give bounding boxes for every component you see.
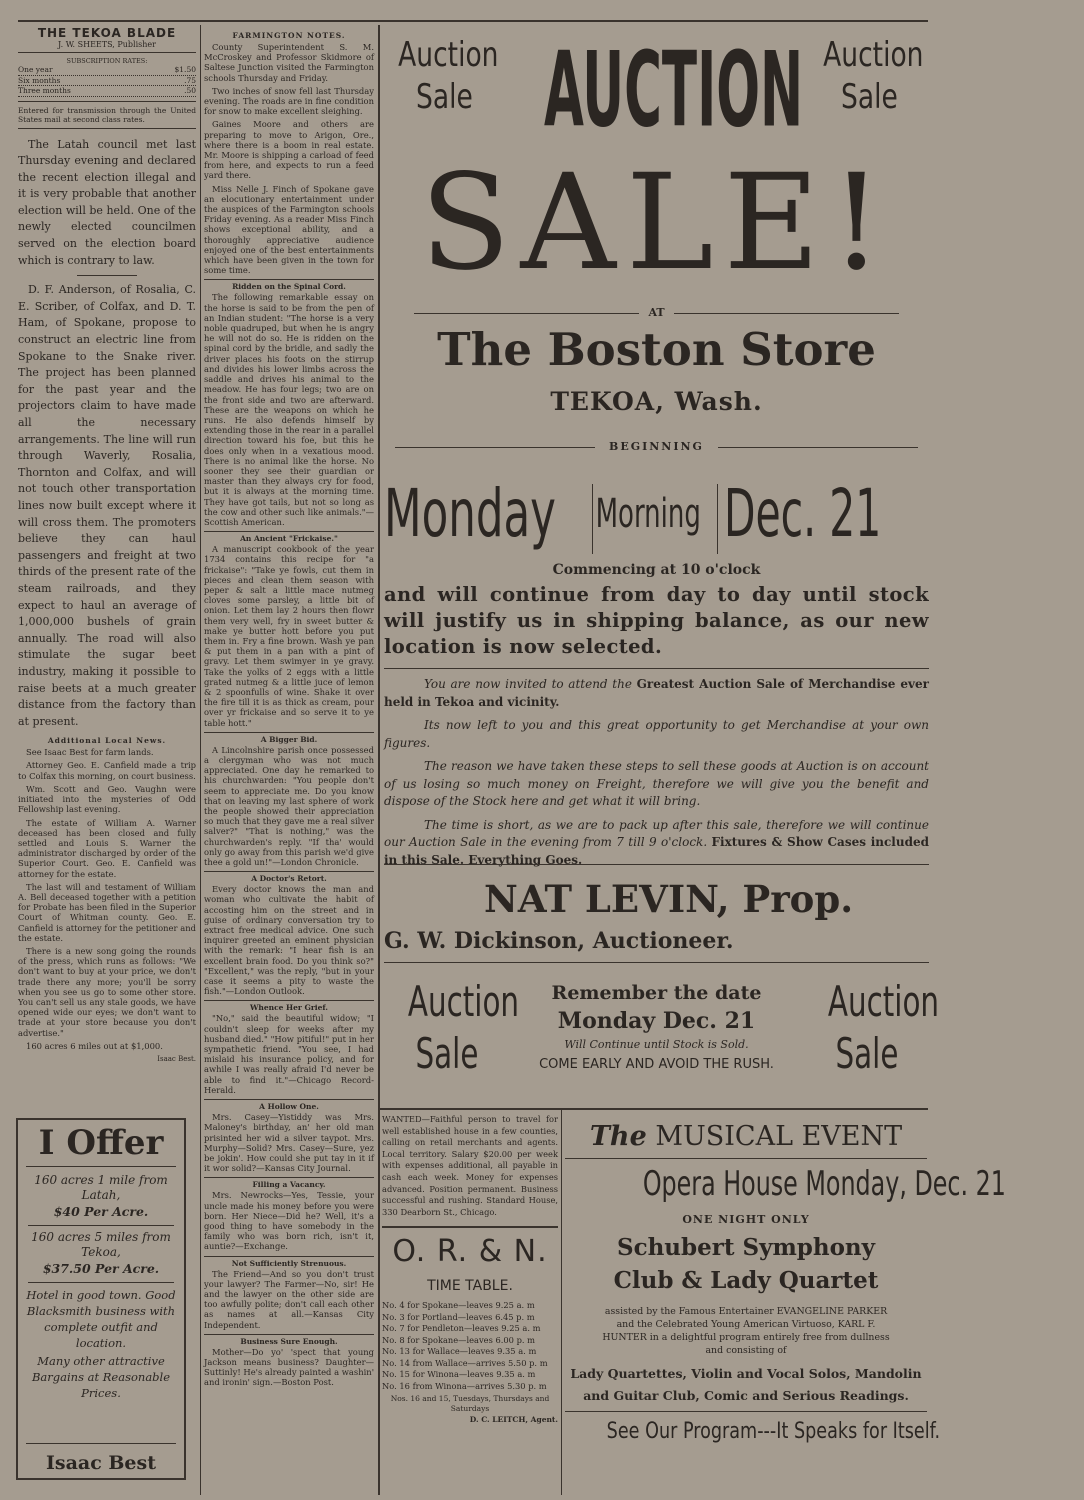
- news-item: 160 acres 6 miles out at $1,000.: [26, 1040, 163, 1051]
- auction-ad: [384, 24, 940, 1114]
- timetable-row: No. 7 for Pendleton—leaves 9.25 a. m: [382, 1323, 541, 1334]
- story-heading: Business Sure Enough.: [204, 1334, 374, 1346]
- bottom-right-line2: Sale: [835, 1029, 898, 1078]
- rate-term: Three months: [18, 86, 71, 95]
- offer-land-1: 160 acres 1 mile from Latah,: [34, 1173, 168, 1202]
- column-rule: [561, 1110, 562, 1495]
- timetable-row: No. 4 for Spokane—leaves 9.25 a. m: [382, 1300, 535, 1311]
- see-program: See Our Program---It Speaks for Itself.: [606, 1419, 941, 1444]
- timetable-rows: [382, 1300, 558, 1392]
- side-right-line2: Sale: [840, 77, 898, 117]
- divider: [382, 1226, 558, 1228]
- divider: [384, 864, 929, 865]
- story-heading: A Bigger Bid.: [204, 732, 374, 744]
- orn-title: O. R. & N.: [392, 1234, 548, 1270]
- inv2: Its now left to you and this great opportunity to get Merchandise at your own figures.: [384, 718, 929, 750]
- middle-column: [204, 28, 374, 1496]
- story-text: "No," said the beautiful widow; "I couldn't sleep for weeks after my husband died." "How pitiful!" put in her sympathetic friend. "You see, I had mislaid his insurance policy, and for awhile I was really afraid I'd never be able to find it."—Chicago Record-Herald.: [204, 1013, 374, 1095]
- story-heading: Not Sufficiently Strenuous.: [204, 1256, 374, 1268]
- proprietor: NAT LEVIN, Prop.: [484, 877, 854, 921]
- timetable-row: No. 3 for Portland—leaves 6.45 p. m: [382, 1311, 535, 1322]
- musical-event-label: MUSICAL EVENT: [655, 1121, 903, 1152]
- news-item: The last will and testament of William A. Bell deceased together with a petition for Probate has been filed in the Superior Court of Whitman county. Geo. E. Canfield is attorney for the petitioner and the estate.: [18, 881, 196, 943]
- orn-subtitle: TIME TABLE.: [427, 1278, 513, 1295]
- program-list: Lady Quartettes, Violin and Vocal Solos, Mandolin and Guitar Club, Comic and Serious Readings.: [570, 1366, 922, 1403]
- divider: [28, 1225, 174, 1226]
- remember-block: [509, 980, 804, 1076]
- column-rule: [200, 25, 201, 1495]
- top-rule: [18, 20, 928, 22]
- story-text: Mother—Do yo' 'spect that young Jackson means business? Daughter—Suttinly! He's already painted a washin' and ironin' sign.—Boston Post.: [204, 1346, 374, 1388]
- farmington-note: Two inches of snow fell last Thursday evening. The roads are in fine condition for snow to make excellent sleighing.: [204, 85, 374, 117]
- sale-headline: SALE!: [420, 146, 893, 300]
- local-news-list: [18, 747, 196, 1051]
- date-wrap: [724, 472, 929, 562]
- offer-bargains: Many other attractive Bargains at Reasonable Prices.: [31, 1354, 171, 1400]
- timetable-note: Nos. 16 and 15, Tuesdays, Thursdays and Saturdays: [390, 1394, 550, 1413]
- timetable-row: No. 8 for Spokane—leaves 6.00 p. m: [382, 1334, 536, 1345]
- offer-hotel: Hotel in good town. Good Blacksmith business with complete outfit and location.: [26, 1288, 176, 1350]
- auction-headline: AUCTION: [544, 30, 804, 151]
- story-heading: Ridden on the Spinal Cord.: [204, 279, 374, 291]
- short-stories: [204, 279, 374, 1387]
- story-text: Every doctor knows the man and woman who cultivate the habit of accosting him on the street and in guise of ordinary conversation try to extract free medical advice. One such inquirer greeted an eminent physician with the remark: "I hear fish is an excellent brain food. Do you think so?" "Excellent," was the reply, "but in your case it seems a pity to waste the fish."—London Outlook.: [204, 884, 374, 997]
- bottom-side-left: [384, 976, 520, 1080]
- story-heading: A Hollow One.: [204, 1099, 374, 1111]
- story-text: Mrs. Casey—Yistiddy was Mrs. Maloney's birthday, an' her old man prisinted her wid a silver taypot. Mrs. Murphy—Solid? Mrs. Casey—Sure, yez be jokin'. How could she put tay in it if it wor solid?—Kansas City Journal.: [204, 1112, 374, 1174]
- musical-the: The: [589, 1121, 647, 1152]
- story-text: The following remarkable essay on the horse is said to be from the pen of an Indian student: "The horse is a very noble quadruped, but when he is angry he will not do so. He is ridden on the spinal cord by the bridle, and sadly the driver places his foots on the stirrup and divides his lower limbs across the saddle and drives his animal to the meadow. He has four legs; two are on the front side and two are afterward. These are the weapons on which he runs. He also defends himself by extending those in the rear in a parallel direction toward his foe, but this he does only when in a vexatious mood. There is no animal like the horse. No sooner they see their guardian or master than they always cry for food, but it is always at the morning time. They have got tails, but not so long as the cow and other such like animals."—Scottish American.: [204, 292, 374, 527]
- divider: [384, 668, 929, 669]
- will-continue: Will Continue until Stock is Sold.: [564, 1038, 749, 1051]
- auction-side-left: [384, 34, 504, 118]
- auction-day: Monday: [384, 475, 556, 552]
- column-rule: [378, 25, 380, 1495]
- club-line-1: Schubert Symphony: [616, 1234, 876, 1261]
- divider: [28, 1282, 174, 1283]
- assisted-by: assisted by the Famous Entertainer EVANGELINE PARKER and the Celebrated Young American Virtuoso, KARL F. HUNTER in a delightful program entirely free from dullness and consisting of: [602, 1306, 890, 1356]
- local-news-heading: Additional Local News.: [47, 736, 167, 746]
- wanted-and-timetable: [382, 1114, 558, 1494]
- divider: [77, 275, 137, 276]
- divider: [674, 313, 899, 314]
- inv4b: Fixtures & Show Cases included in this Sale. Everything Goes.: [384, 835, 929, 867]
- auction-date: Dec. 21: [724, 475, 882, 552]
- club-line-2: Club & Lady Quartet: [613, 1267, 879, 1294]
- rate-row: [18, 86, 196, 97]
- divider: [718, 447, 918, 448]
- musical-title: [565, 1116, 927, 1158]
- left-column: [18, 26, 196, 1096]
- latah-council-article: [18, 137, 196, 731]
- inv1b: Greatest Auction Sale of Merchandise ever held in Tekoa and vicinity.: [384, 677, 929, 709]
- auctioneer: G. W. Dickinson, Auctioneer.: [384, 928, 734, 954]
- story-text: A Lincolnshire parish once possessed a clergyman who was not much appreciated. One day he remarked to his churchwarden: "You people don't seem to appreciate me. Do you know that on leaving my last sphere of work the people showed their appreciation so much that they gave me a real silver salver?" "That is nothing," was the churchwarden's reply. "If tha' would only go away from this parish we'd give thee a gold un!"—London Chronicle.: [204, 744, 374, 868]
- musical-event-ad: [565, 1116, 1006, 1496]
- bottom-side-right: [804, 976, 940, 1080]
- rates-list: [18, 65, 196, 97]
- section-rule: [380, 1108, 928, 1110]
- farmington-heading: FARMINGTON NOTES.: [232, 31, 346, 40]
- side-left-line2: Sale: [415, 77, 473, 117]
- day-wrap: [384, 472, 589, 562]
- story-text: The Friend—And so you don't trust your lawyer? The Farmer—No, sir! He and the lawyer on the other side are too awfully polite; don't call each other as names at all.—Kansas City Independent.: [204, 1268, 374, 1330]
- offer-ad: [16, 1118, 186, 1480]
- store-town: TEKOA, Wash.: [550, 387, 763, 416]
- farmington-note: Miss Nelle J. Finch of Spokane gave an elocutionary entertainment under the auspices of the Farmington schools Friday evening. As a reader Miss Finch shows exceptional ability, and a thoroughly appreciative audience enjoyed one of the best entertainments which have been given in the town for some time.: [204, 183, 374, 276]
- auction-headline-wrap: [544, 28, 804, 151]
- latah-paragraph: The Latah council met last Thursday evening and declared the recent election illegal and it is very probable that another election will be held. One of the newly elected councilmen served on the election board which is contrary to law.: [18, 137, 196, 267]
- bottom-left-line1: Auction: [407, 977, 520, 1026]
- time-wrap: [592, 484, 718, 554]
- news-signature: Isaac Best.: [157, 1054, 196, 1063]
- inv1a: You are now invited to attend the: [424, 677, 632, 691]
- remember: Remember the date: [551, 982, 762, 1004]
- inv4a: The time is short, as we are to pack up after this sale, therefore we will continue our Auction Sale in the evening from 7 till 9 o'clock.: [384, 817, 929, 849]
- at-line: [384, 306, 929, 319]
- remember-date: Monday Dec. 21: [557, 1008, 756, 1034]
- news-item: Attorney Geo. E. Canfield made a trip to Colfax this morning, on court business.: [18, 760, 196, 781]
- rate-row: [18, 76, 196, 87]
- offer-price-2: $37.50 Per Acre.: [42, 1261, 160, 1276]
- entered-note: Entered for transmission through the United States mail at second class rates.: [18, 101, 196, 129]
- timetable-agent: D. C. LEITCH, Agent.: [469, 1415, 558, 1425]
- divider: [395, 447, 595, 448]
- offer-price-1: $40 Per Acre.: [53, 1204, 149, 1219]
- timetable-row: No. 16 from Winona—arrives 5.30 p. m: [382, 1380, 547, 1391]
- timetable-row: No. 14 from Wallace—arrives 5.50 p. m: [382, 1357, 548, 1368]
- story-heading: A Doctor's Retort.: [204, 871, 374, 883]
- side-left-line1: Auction: [398, 35, 499, 75]
- rate-term: Six months: [18, 75, 61, 85]
- divider: [384, 962, 929, 963]
- beginning-line: [384, 440, 929, 453]
- come-early: COME EARLY AND AVOID THE RUSH.: [539, 1057, 774, 1072]
- electric-line-paragraph: D. F. Anderson, of Rosalia, C. E. Scriber, of Colfax, and D. T. Ham, of Spokane, propose to construct an electric line from Spokane to the Snake river. The project has been planned for the past year and the projectors claim to have made all the necessary arrangements. The line will run through Waverly, Rosalia, Thornton and Colfax, and will not touch other transportation lines now built except where it will cross them. The promoters believe they can haul passengers and freight at two thirds of the present rate of the steam railroads, and they expect to haul an average of 1,000,000 bushels of grain annually. The road will also stimulate the sugar beet industry, making it possible to raise beets at a much greater distance from the factory than at present.: [18, 283, 196, 728]
- wanted-ad: WANTED—Faithful person to travel for well established house in a few counties, calling on retail merchants and agents. Local territory. Salary $20.00 per week with expenses additional, all payable in cash each week. Money for expenses advanced. Position permanent. Business successful and rushing. Standard House, 330 Dearborn St., Chicago.: [382, 1114, 558, 1217]
- commencing: Commencing at 10 o'clock: [552, 562, 761, 578]
- store-name: The Boston Store: [437, 323, 876, 376]
- news-item: The estate of William A. Warner deceased has been closed and fully settled and Louis S. Warner the administrator discharged by order of the Superior Court. Geo. E. Canfield was attorney for the estate.: [18, 817, 196, 879]
- rate-price: .75: [184, 75, 196, 85]
- rates-heading: SUBSCRIPTION RATES:: [66, 57, 148, 65]
- story-text: Mrs. Newrocks—Yes, Tessie, your uncle made his money before you were born. Her Niece—Did he? Well, it's a good thing to have somebody in the family who was born rich, isn't it, auntie?—Exchange.: [204, 1190, 374, 1252]
- opera-wrap: [565, 1159, 1006, 1209]
- inv3: The reason we have taken these steps to sell these goods at Auction is on account of us losing so much money on Freight, therefore we will give you the benefit and dispose of the Stock here and get what it will bring.: [384, 759, 929, 808]
- continue-text: and will continue from day to day until stock will justify us in shipping balance, as our new location is now selected.: [384, 583, 929, 658]
- timetable-row: No. 15 for Winona—leaves 9.35 a. m: [382, 1369, 536, 1380]
- news-item: Wm. Scott and Geo. Vaughn were initiated into the mysteries of Odd Fellowship last evening.: [18, 783, 196, 815]
- offer-title: I Offer: [26, 1120, 176, 1167]
- at-label: AT: [648, 306, 665, 319]
- auction-time: Morning: [595, 491, 701, 537]
- story-heading: Whence Her Grief.: [204, 1000, 374, 1012]
- story-heading: An Ancient "Frickaise.": [204, 531, 374, 543]
- opera-house: Opera House Monday, Dec. 21: [642, 1164, 1006, 1204]
- divider: [414, 313, 639, 314]
- story-text: A manuscript cookbook of the year 1734 contains this recipe for "a frickaise": "Take ye fowls, cut them in pieces and clean them season with peper & salt a little mace nutmeg cloves some parsley, a little bit of onion. Let them lay 2 hours then flowr them very well, fry in sweet butter & make ye butter hott before you put them in. Fry a fine brown. Wash ye pan & put them in a pan with a pint of gravy. Let them swimyer in ye gravy. Take the yolks of 2 eggs with a little grated nutmeg & a little juce of lemon & 2 spoonfulls of wine. Shake it over the fire till it is as thick as cream, pour over yr frickaise and so serve it to ye table hott.": [204, 544, 374, 728]
- offer-name: Isaac Best: [26, 1443, 176, 1474]
- farmington-note: County Superintendent S. M. McCroskey and Professor Skidmore of Saltese Junction visited the Farmington schools Thursday and Friday.: [204, 42, 374, 83]
- rate-price: $1.50: [174, 65, 196, 74]
- bottom-left-line2: Sale: [415, 1029, 478, 1078]
- story-heading: Filling a Vacancy.: [204, 1177, 374, 1189]
- rate-row: [18, 65, 196, 76]
- auction-side-right: [809, 34, 929, 118]
- farmington-notes: [204, 42, 374, 275]
- rate-term: One year: [18, 65, 53, 74]
- timetable-row: No. 13 for Wallace—leaves 9.35 a. m: [382, 1346, 537, 1357]
- see-wrap: [565, 1412, 941, 1452]
- masthead-publisher: J. W. SHEETS, Publisher: [18, 40, 196, 53]
- news-item: There is a new song going the rounds of the press, which runs as follows: "We don't want to buy at your price, we don't trade there any more; you'll be sorry when you see us go to some other store. You can't sell us any stale goods, we have opened wide our eyes; we don't want to trade at your store because you don't advertise.": [18, 945, 196, 1038]
- rate-price: .50: [184, 86, 196, 95]
- side-right-line1: Auction: [823, 35, 924, 75]
- invitation: [384, 676, 929, 875]
- offer-land-2: 160 acres 5 miles from Tekoa,: [31, 1230, 171, 1259]
- masthead-title: THE TEKOA BLADE: [37, 26, 177, 40]
- one-night: ONE NIGHT ONLY: [682, 1213, 810, 1226]
- news-item: See Isaac Best for farm lands.: [26, 747, 154, 758]
- farmington-note: Gaines Moore and others are preparing to move to Arigon, Ore., where there is a boom in real estate. Mr. Moore is shipping a carload of feed from here, and expects to run a feed yard there.: [204, 119, 374, 181]
- bottom-right-line1: Auction: [827, 977, 940, 1026]
- beginning-label: BEGINNING: [609, 440, 704, 453]
